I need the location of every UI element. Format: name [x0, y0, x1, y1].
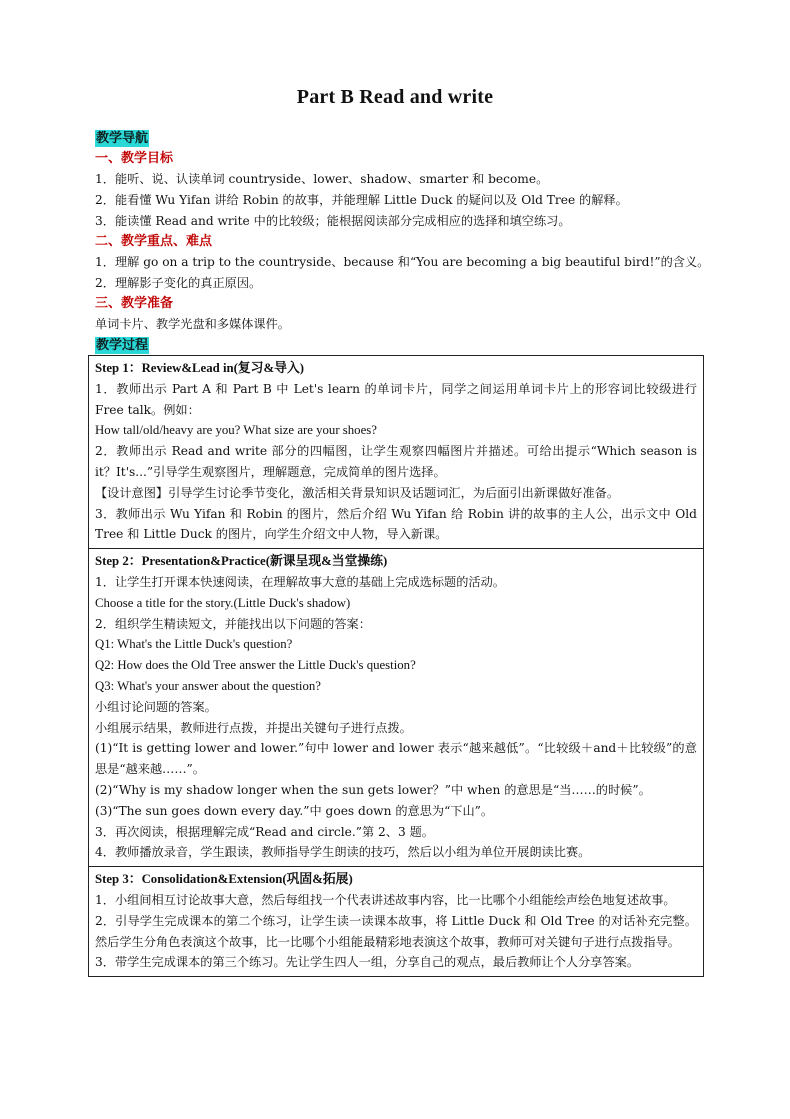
goal-item: 1．能听、说、认读单词 countryside、lower、shadow、smarter 和 become。: [95, 172, 549, 187]
teaching-process-label: 教学过程: [96, 338, 149, 354]
step-line: 1．让学生打开课本快速阅读，在理解故事大意的基础上完成选标题的活动。: [95, 574, 505, 589]
page-title: Part B Read and write: [296, 86, 494, 108]
step-title: Step 1：Review&Lead in(复习&导入): [95, 361, 304, 375]
key-points-heading: 二、教学重点、难点: [95, 233, 213, 249]
step-title: Step 3：Consolidation&Extension(巩固&拓展): [95, 872, 353, 887]
preparation-heading: 三、教学准备: [95, 295, 174, 311]
step-line: (1)“It is getting lower and lower.”句中 lower and lower 表示“越来越低”。“比较级＋and＋比较级”的意思是“越来越……”。: [95, 741, 697, 777]
step-line: 1．小组间相互讨论故事大意，然后每组找一个代表讲述故事内容，比一比哪个小组能绘声绘色地复述故事。: [95, 892, 676, 907]
key-point-item: 1．理解 go on a trip to the countryside、because 和“You are becoming a big beautiful bird!”的含义。: [95, 255, 710, 270]
step-line: 3．带学生完成课本的第三个练习。先让学生四人一组，分享自己的观点，最后教师让个人分享答案。: [95, 955, 640, 970]
step-title: Step 2：Presentation&Practice(新课呈现&当堂操练): [95, 554, 388, 569]
step-line: 小组讨论问题的答案。: [95, 699, 217, 714]
step-line: 1．教师出示 Part A 和 Part B 中 Let's learn 的单词卡片，同学之间运用单词卡片上的形容词比较级进行 Free talk。例如：: [95, 381, 697, 417]
step-line: 4．教师播放录音，学生跟读，教师指导学生朗读的技巧，然后以小组为单位开展朗读比赛。: [95, 845, 591, 860]
step-line: Choose a title for the story.(Little Duck's shadow): [95, 595, 351, 610]
preparation-text: 单词卡片、教学光盘和多媒体课件。: [95, 317, 290, 332]
step-line: How tall/old/heavy are you? What size are your shoes?: [95, 423, 377, 438]
step-2-cell: [89, 549, 703, 867]
step-1-cell: [89, 356, 703, 549]
steps-table: [88, 355, 704, 977]
step-line: 3．再次阅读，根据理解完成“Read and circle.”第 2、3 题。: [95, 824, 434, 839]
step-line: Q3: What's your answer about the question?: [95, 678, 321, 693]
goals-heading: 一、教学目标: [95, 150, 174, 166]
step-line: 3．教师出示 Wu Yifan 和 Robin 的图片，然后介绍 Wu Yifan 给 Robin 讲的故事的主人公，出示文中 Old Tree 和 Little Duck 的图片，向学生介绍文中人物，导入新课。: [95, 506, 697, 542]
teaching-guide-label: 教学导航: [96, 131, 149, 146]
step-line: 2．引导学生完成课本的第二个练习，让学生读一读课本故事，将 Little Duck 和 Old Tree 的对话补充完整。然后学生分角色表演这个故事，比一比哪个小组能最精彩地表演这个故事，教师可对关键句子进行点拨指导。: [95, 913, 697, 949]
key-point-item: 2．理解影子变化的真正原因。: [95, 275, 262, 290]
step-line: Q2: How does the Old Tree answer the Little Duck's question?: [95, 658, 416, 673]
step-line: (3)“The sun goes down every day.”中 goes down 的意思为“下山”。: [95, 803, 494, 818]
step-line: 2．组织学生精读短文，并能找出以下问题的答案：: [95, 616, 371, 631]
step-line: (2)“Why is my shadow longer when the sun gets lower？”中 when 的意思是“当……的时候”。: [95, 782, 651, 797]
teaching-guide-section: [95, 128, 710, 356]
step-line: Q1: What's the Little Duck's question?: [95, 637, 293, 652]
step-line: 小组展示结果，教师进行点拨，并提出关键句子进行点拨。: [95, 720, 412, 735]
goal-item: 3．能读懂 Read and write 中的比较级；能根据阅读部分完成相应的选择和填空练习。: [95, 213, 571, 228]
step-line: 【设计意图】引导学生讨论季节变化，激活相关背景知识及话题词汇，为后面引出新课做好准备。: [95, 485, 620, 500]
step-line: 2．教师出示 Read and write 部分的四幅图，让学生观察四幅图片并描述。可给出提示“Which season is it？It's...”引导学生观察图片，理解题意，完成简单的图片选择。: [95, 444, 697, 479]
goal-item: 2．能看懂 Wu Yifan 讲给 Robin 的故事，并能理解 Little Duck 的疑问以及 Old Tree 的解释。: [95, 193, 628, 208]
step-3-cell: [89, 867, 703, 977]
